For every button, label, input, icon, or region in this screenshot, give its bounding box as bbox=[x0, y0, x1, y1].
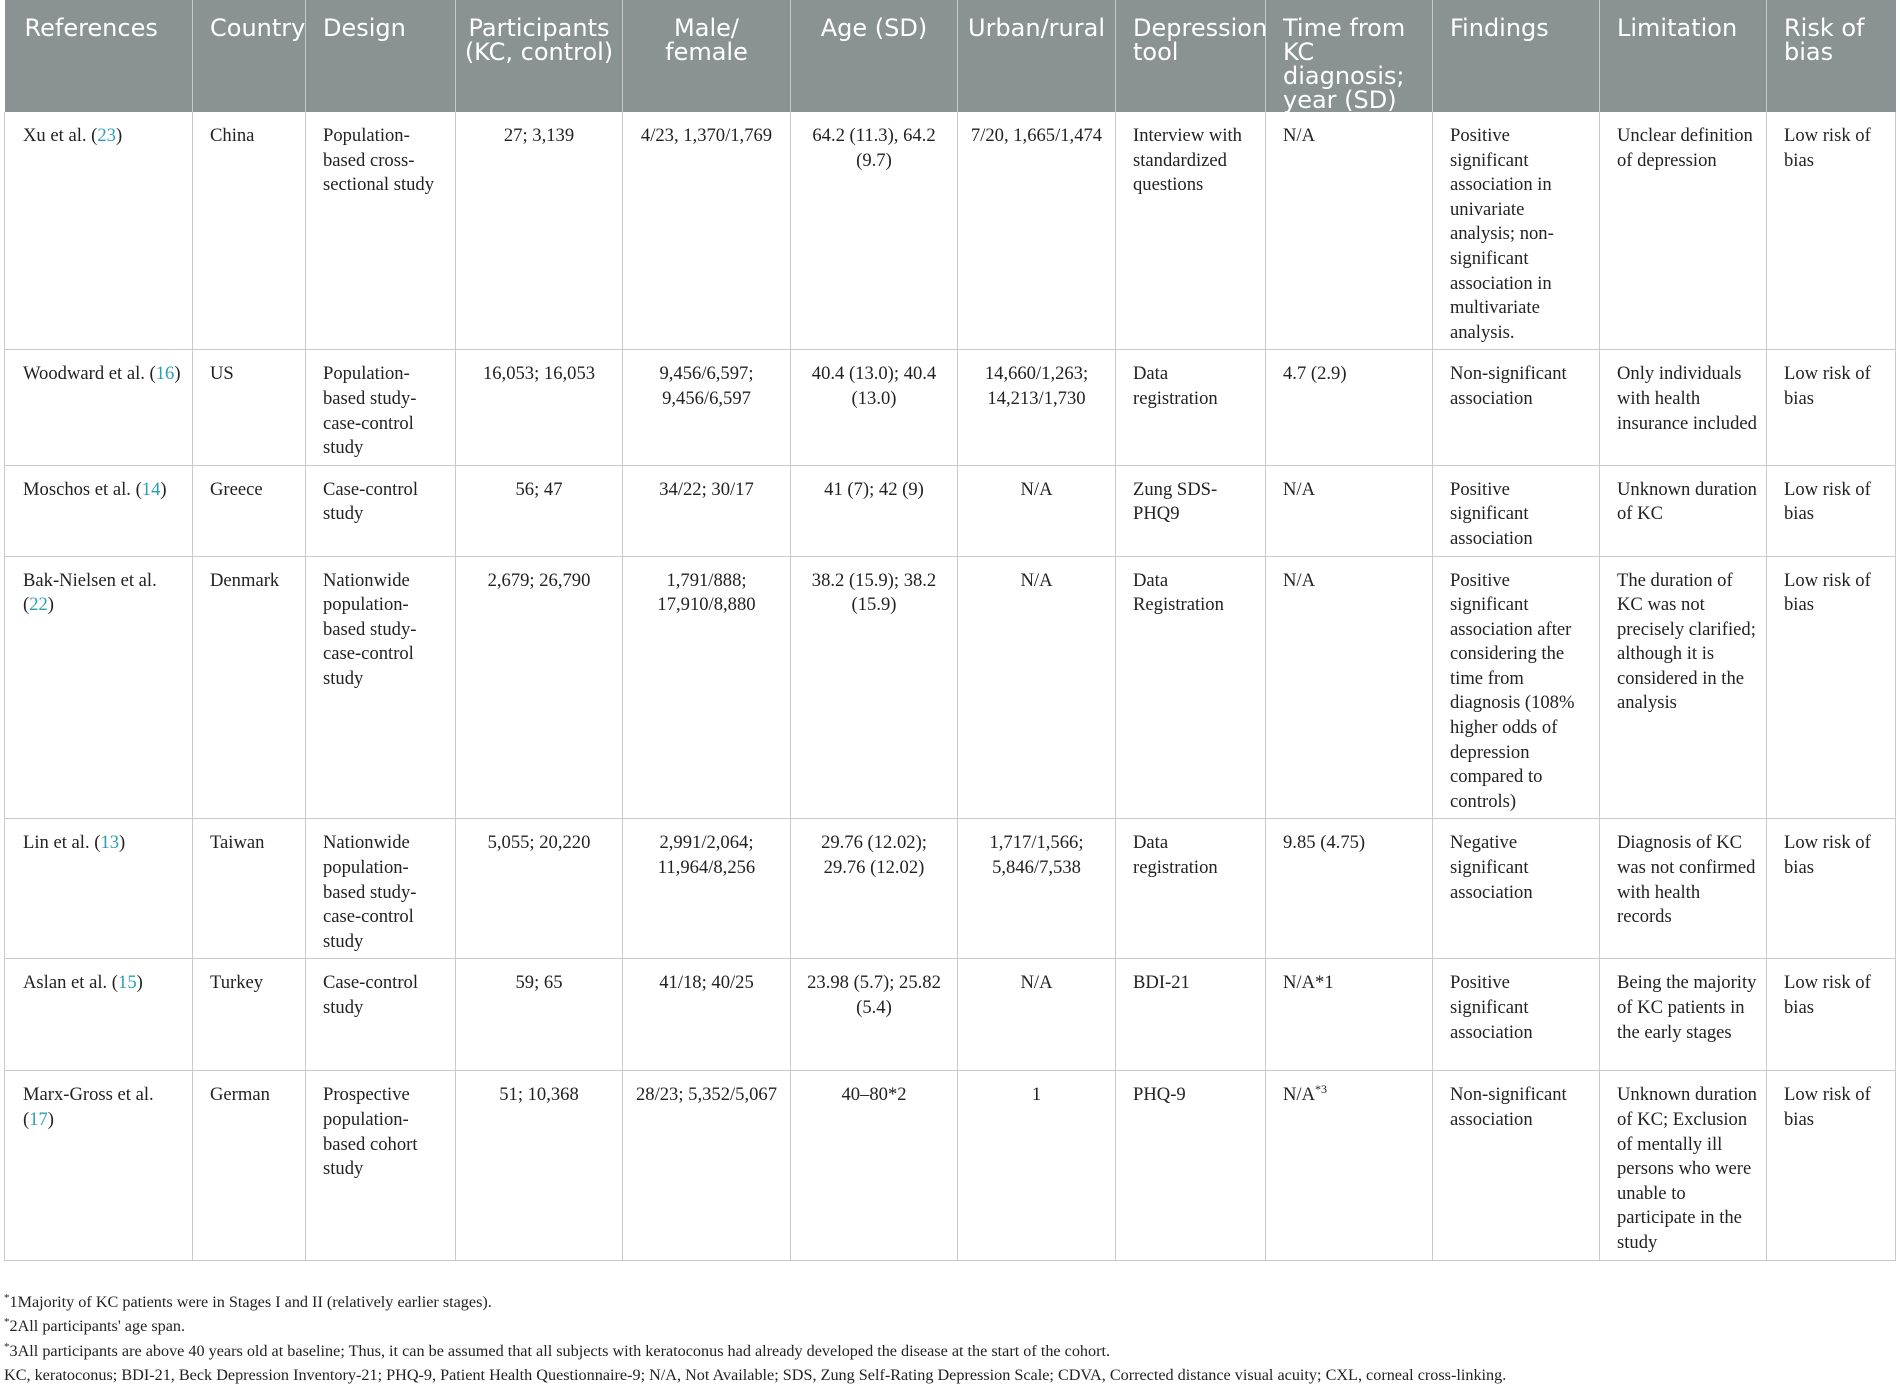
design-cell: Nationwide population-based study-case-control study bbox=[306, 556, 456, 819]
header-row bbox=[5, 0, 1896, 112]
header-age: Age (SD) bbox=[791, 0, 958, 112]
age-cell: 40–80*2 bbox=[791, 1071, 958, 1260]
reference-link[interactable]: 17 bbox=[29, 1109, 48, 1130]
footnote: *2All participants' age span. bbox=[4, 1316, 186, 1336]
country-cell: Greece bbox=[193, 465, 306, 556]
findings-cell: Positive significant association after considering the time from diagnosis (108% higher odds of depression compared to controls) bbox=[1433, 556, 1600, 819]
design-cell: Case-control study bbox=[306, 959, 456, 1071]
urban-rural-cell: 1,717/1,566; 5,846/7,538 bbox=[958, 819, 1116, 959]
age-cell: 64.2 (11.3), 64.2 (9.7) bbox=[791, 112, 958, 350]
time-cell: N/A*1 bbox=[1266, 959, 1433, 1071]
male-female-cell: 28/23; 5,352/5,067 bbox=[623, 1071, 791, 1260]
reference-link[interactable]: 15 bbox=[118, 972, 137, 994]
depression-tool-cell: Data registration bbox=[1116, 819, 1266, 959]
depression-tool-cell: Zung SDS-PHQ9 bbox=[1116, 465, 1266, 556]
findings-cell: Positive significant association bbox=[1433, 465, 1600, 556]
limitation-cell: Unknown duration of KC bbox=[1600, 465, 1767, 556]
participants-cell: 51; 10,368 bbox=[456, 1071, 623, 1260]
header-urban-rural: Urban/rural bbox=[958, 0, 1116, 112]
time-cell: 4.7 (2.9) bbox=[1266, 350, 1433, 465]
reference-link[interactable]: 14 bbox=[141, 478, 161, 500]
design-cell: Population-based study-case-control study bbox=[306, 350, 456, 465]
country-cell: German bbox=[193, 1071, 306, 1260]
findings-cell: Non-significant association bbox=[1433, 1071, 1600, 1260]
participants-cell: 2,679; 26,790 bbox=[456, 556, 623, 819]
country-cell: Denmark bbox=[193, 556, 306, 819]
header-male-female: Male/ female bbox=[623, 0, 791, 112]
time-cell: N/A bbox=[1266, 465, 1433, 556]
participants-cell: 16,053; 16,053 bbox=[456, 350, 623, 465]
reference-cell: Bak-Nielsen et al. (22) bbox=[5, 556, 193, 819]
reference-cell: Lin et al. (13) bbox=[5, 819, 193, 959]
age-cell: 23.98 (5.7); 25.82 (5.4) bbox=[791, 959, 958, 1071]
table-row bbox=[5, 112, 1896, 350]
risk-of-bias-cell: Low risk of bias bbox=[1767, 1071, 1896, 1260]
reference-link[interactable]: 13 bbox=[100, 832, 120, 854]
table-row bbox=[5, 819, 1896, 959]
age-cell: 38.2 (15.9); 38.2 (15.9) bbox=[791, 556, 958, 819]
studies-table bbox=[4, 0, 1896, 1261]
risk-of-bias-cell: Low risk of bias bbox=[1767, 350, 1896, 465]
table-row bbox=[5, 465, 1896, 556]
reference-cell: Woodward et al. (16) bbox=[5, 350, 193, 465]
time-cell: N/A bbox=[1266, 112, 1433, 350]
reference-cell: Xu et al. (23) bbox=[5, 112, 193, 350]
limitation-cell: Being the majority of KC patients in the early stages bbox=[1600, 959, 1767, 1071]
depression-tool-cell: Data registration bbox=[1116, 350, 1266, 465]
table-row bbox=[5, 556, 1896, 819]
header-references: References bbox=[5, 0, 193, 112]
design-cell: Population-based cross-sectional study bbox=[306, 112, 456, 350]
male-female-cell: 2,991/2,064; 11,964/8,256 bbox=[623, 819, 791, 959]
participants-cell: 59; 65 bbox=[456, 959, 623, 1071]
male-female-cell: 9,456/6,597; 9,456/6,597 bbox=[623, 350, 791, 465]
urban-rural-cell: N/A bbox=[958, 959, 1116, 1071]
risk-of-bias-cell: Low risk of bias bbox=[1767, 112, 1896, 350]
time-cell: 9.85 (4.75) bbox=[1266, 819, 1433, 959]
footnote: *3All participants are above 40 years old at baseline; Thus, it can be assumed that all subjects with keratoconus had already developed the disease at the start of the cohort. bbox=[4, 1340, 1111, 1360]
limitation-cell: The duration of KC was not precisely clarified; although it is considered in the analysis bbox=[1600, 556, 1767, 819]
table-row bbox=[5, 350, 1896, 465]
header-time-from-kc: Time from KC diagnosis; year (SD) bbox=[1266, 0, 1433, 112]
design-cell: Prospective population-based cohort study bbox=[306, 1071, 456, 1260]
reference-cell: Aslan et al. (15) bbox=[5, 959, 193, 1071]
country-cell: Turkey bbox=[193, 959, 306, 1071]
age-cell: 40.4 (13.0); 40.4 (13.0) bbox=[791, 350, 958, 465]
risk-of-bias-cell: Low risk of bias bbox=[1767, 465, 1896, 556]
depression-tool-cell: Interview with standardized questions bbox=[1116, 112, 1266, 350]
depression-tool-cell: PHQ-9 bbox=[1116, 1071, 1266, 1260]
table-container bbox=[4, 0, 1895, 1261]
depression-tool-cell: Data Registration bbox=[1116, 556, 1266, 819]
findings-cell: Non-significant association bbox=[1433, 350, 1600, 465]
urban-rural-cell: N/A bbox=[958, 465, 1116, 556]
limitation-cell: Diagnosis of KC was not confirmed with health records bbox=[1600, 819, 1767, 959]
header-participants: Participants (KC, control) bbox=[456, 0, 623, 112]
country-cell: Taiwan bbox=[193, 819, 306, 959]
country-cell: US bbox=[193, 350, 306, 465]
footnote: *1Majority of KC patients were in Stages I and II (relatively earlier stages). bbox=[4, 1292, 492, 1311]
design-cell: Nationwide population-based study-case-control study bbox=[306, 819, 456, 959]
age-cell: 29.76 (12.02); 29.76 (12.02) bbox=[791, 819, 958, 959]
risk-of-bias-cell: Low risk of bias bbox=[1767, 819, 1896, 959]
male-female-cell: 34/22; 30/17 bbox=[623, 465, 791, 556]
urban-rural-cell: N/A bbox=[958, 556, 1116, 819]
reference-link[interactable]: 22 bbox=[29, 594, 48, 616]
urban-rural-cell: 1 bbox=[958, 1071, 1116, 1260]
participants-cell: 56; 47 bbox=[456, 465, 623, 556]
reference-link[interactable]: 23 bbox=[97, 125, 116, 146]
abbreviations-note: KC, keratoconus; BDI-21, Beck Depression Inventory-21; PHQ-9, Patient Health Questionnaire-9; N/A, Not Available; SDS, Zung Self-Rating Depression Scale; CDVA, Corrected distance visual acuity; CXL, corneal cross-linking. bbox=[4, 1366, 1507, 1385]
header-depression-tool: Depression tool bbox=[1116, 0, 1266, 112]
header-risk-of-bias: Risk of bias bbox=[1767, 0, 1896, 112]
urban-rural-cell: 14,660/1,263; 14,213/1,730 bbox=[958, 350, 1116, 465]
table-row bbox=[5, 1071, 1896, 1260]
risk-of-bias-cell: Low risk of bias bbox=[1767, 959, 1896, 1071]
limitation-cell: Only individuals with health insurance included bbox=[1600, 350, 1767, 465]
reference-link[interactable]: 16 bbox=[155, 363, 175, 385]
participants-cell: 5,055; 20,220 bbox=[456, 819, 623, 959]
design-cell: Case-control study bbox=[306, 465, 456, 556]
findings-cell: Positive significant association bbox=[1433, 959, 1600, 1071]
limitation-cell: Unclear definition of depression bbox=[1600, 112, 1767, 350]
header-limitation: Limitation bbox=[1600, 0, 1767, 112]
reference-cell: Moschos et al. (14) bbox=[5, 465, 193, 556]
time-cell: $N/A^{*3}$ bbox=[1266, 1071, 1433, 1260]
findings-cell: Negative significant association bbox=[1433, 819, 1600, 959]
limitation-cell: Unknown duration of KC; Exclusion of mentally ill persons who were unable to participate in the study bbox=[1600, 1071, 1767, 1260]
findings-cell: Positive significant association in univariate analysis; non-significant association in multivariate analysis. bbox=[1433, 112, 1600, 350]
age-cell: 41 (7); 42 (9) bbox=[791, 465, 958, 556]
table-footnotes bbox=[4, 1290, 1884, 1388]
male-female-cell: 1,791/888; 17,910/8,880 bbox=[623, 556, 791, 819]
male-female-cell: 41/18; 40/25 bbox=[623, 959, 791, 1071]
male-female-cell: 4/23, 1,370/1,769 bbox=[623, 112, 791, 350]
table-row bbox=[5, 959, 1896, 1071]
urban-rural-cell: 7/20, 1,665/1,474 bbox=[958, 112, 1116, 350]
header-findings: Findings bbox=[1433, 0, 1600, 112]
country-cell: China bbox=[193, 112, 306, 350]
header-design: Design bbox=[306, 0, 456, 112]
time-cell: N/A bbox=[1266, 556, 1433, 819]
participants-cell: 27; 3,139 bbox=[456, 112, 623, 350]
header-country: Country bbox=[193, 0, 306, 112]
risk-of-bias-cell: Low risk of bias bbox=[1767, 556, 1896, 819]
reference-cell: Marx-Gross et al. (17) bbox=[5, 1071, 193, 1260]
depression-tool-cell: BDI-21 bbox=[1116, 959, 1266, 1071]
